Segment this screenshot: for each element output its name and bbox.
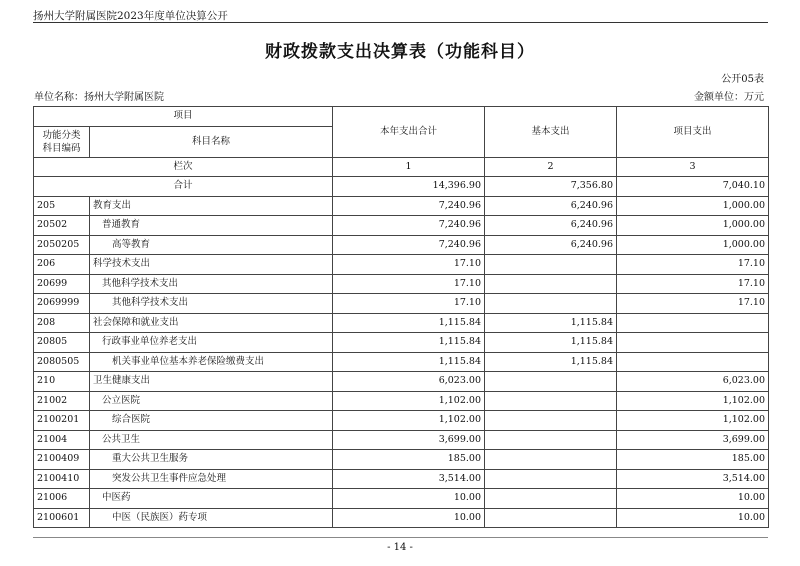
- cell-basic: [485, 469, 617, 489]
- report-header: 扬州大学附属医院2023年度单位决算公开: [33, 10, 228, 22]
- cell-name: 其他科学技术支出: [90, 274, 333, 294]
- cell-total: 1,102.00: [333, 391, 485, 411]
- header-divider: [33, 22, 768, 23]
- cell-name: 综合医院: [90, 411, 333, 431]
- total-amount: 14,396.90: [333, 177, 485, 197]
- cell-code: 20805: [34, 333, 90, 353]
- code-header: 功能分类 科目编码: [34, 126, 90, 157]
- cell-project: 1,000.00: [617, 235, 769, 255]
- cell-name: 普通教育: [90, 216, 333, 236]
- cell-basic: [485, 450, 617, 470]
- table-row: [34, 391, 769, 411]
- col-project-header: 项目支出: [617, 107, 769, 158]
- cell-total: 7,240.96: [333, 216, 485, 236]
- amount-unit: 金额单位：万元: [694, 92, 764, 103]
- table-row: [34, 216, 769, 236]
- cell-name: 中医药: [90, 489, 333, 509]
- cell-project: 10.00: [617, 508, 769, 528]
- cell-code: 205: [34, 196, 90, 216]
- cell-code: 206: [34, 255, 90, 275]
- cell-project: 3,699.00: [617, 430, 769, 450]
- cell-basic: [485, 489, 617, 509]
- table-row: [34, 235, 769, 255]
- cell-project: [617, 352, 769, 372]
- table-row: [34, 372, 769, 392]
- cell-total: 185.00: [333, 450, 485, 470]
- name-header: 科目名称: [90, 126, 333, 157]
- cell-total: 1,102.00: [333, 411, 485, 431]
- cell-code: 2069999: [34, 294, 90, 314]
- cell-total: 17.10: [333, 255, 485, 275]
- seq-cell: 1: [333, 157, 485, 177]
- cell-total: 6,023.00: [333, 372, 485, 392]
- cell-code: 2100601: [34, 508, 90, 528]
- cell-total: 7,240.96: [333, 196, 485, 216]
- cell-code: 21002: [34, 391, 90, 411]
- cell-code: 2100410: [34, 469, 90, 489]
- total-label: 合计: [34, 177, 333, 197]
- cell-basic: [485, 391, 617, 411]
- total-project: 7,040.10: [617, 177, 769, 197]
- cell-name: 机关事业单位基本养老保险缴费支出: [90, 352, 333, 372]
- table-row: [34, 411, 769, 431]
- cell-total: 17.10: [333, 274, 485, 294]
- cell-name: 公立医院: [90, 391, 333, 411]
- table-row: [34, 294, 769, 314]
- seq-label: 栏次: [34, 157, 333, 177]
- cell-name: 行政事业单位养老支出: [90, 333, 333, 353]
- seq-cell: 2: [485, 157, 617, 177]
- cell-project: 1,000.00: [617, 216, 769, 236]
- cell-basic: [485, 372, 617, 392]
- cell-name: 公共卫生: [90, 430, 333, 450]
- cell-code: 20699: [34, 274, 90, 294]
- cell-total: 10.00: [333, 508, 485, 528]
- cell-total: 1,115.84: [333, 352, 485, 372]
- form-number: 公开05表: [721, 74, 764, 85]
- cell-total: 7,240.96: [333, 235, 485, 255]
- cell-code: 2080505: [34, 352, 90, 372]
- cell-code: 208: [34, 313, 90, 333]
- cell-project: [617, 333, 769, 353]
- page-number: - 14 -: [387, 542, 413, 553]
- cell-project: 17.10: [617, 274, 769, 294]
- cell-name: 突发公共卫生事件应急处理: [90, 469, 333, 489]
- seq-row: [34, 157, 769, 177]
- cell-code: 2100409: [34, 450, 90, 470]
- cell-basic: 6,240.96: [485, 196, 617, 216]
- cell-project: 17.10: [617, 294, 769, 314]
- expenditure-table: [33, 106, 769, 528]
- col-basic-header: 基本支出: [485, 107, 617, 158]
- table-row: [34, 255, 769, 275]
- table-row: [34, 313, 769, 333]
- cell-total: 1,115.84: [333, 313, 485, 333]
- table-row: [34, 489, 769, 509]
- table-row: [34, 333, 769, 353]
- cell-project: 3,514.00: [617, 469, 769, 489]
- table-row: [34, 352, 769, 372]
- cell-name: 卫生健康支出: [90, 372, 333, 392]
- cell-project: [617, 313, 769, 333]
- cell-project: 6,023.00: [617, 372, 769, 392]
- cell-basic: [485, 508, 617, 528]
- cell-basic: [485, 274, 617, 294]
- cell-name: 社会保障和就业支出: [90, 313, 333, 333]
- table-row: [34, 430, 769, 450]
- cell-project: 1,000.00: [617, 196, 769, 216]
- cell-basic: 6,240.96: [485, 235, 617, 255]
- cell-name: 中医（民族医）药专项: [90, 508, 333, 528]
- cell-basic: 6,240.96: [485, 216, 617, 236]
- cell-name: 教育支出: [90, 196, 333, 216]
- cell-basic: 1,115.84: [485, 313, 617, 333]
- header-row-1: [34, 107, 769, 127]
- cell-code: 2050205: [34, 235, 90, 255]
- page-title: 财政拨款支出决算表（功能科目）: [265, 42, 535, 62]
- cell-total: 3,699.00: [333, 430, 485, 450]
- footer-divider: [33, 537, 768, 538]
- cell-total: 3,514.00: [333, 469, 485, 489]
- cell-basic: 1,115.84: [485, 333, 617, 353]
- cell-project: 10.00: [617, 489, 769, 509]
- cell-basic: [485, 294, 617, 314]
- unit-name: 单位名称：扬州大学附属医院: [34, 92, 164, 103]
- cell-project: 1,102.00: [617, 411, 769, 431]
- table-row: [34, 274, 769, 294]
- seq-cell: 3: [617, 157, 769, 177]
- cell-basic: 1,115.84: [485, 352, 617, 372]
- cell-name: 重大公共卫生服务: [90, 450, 333, 470]
- cell-code: 210: [34, 372, 90, 392]
- cell-total: 17.10: [333, 294, 485, 314]
- table-row: [34, 469, 769, 489]
- cell-name: 科学技术支出: [90, 255, 333, 275]
- col-total-header: 本年支出合计: [333, 107, 485, 158]
- cell-total: 1,115.84: [333, 333, 485, 353]
- cell-project: 185.00: [617, 450, 769, 470]
- cell-basic: [485, 411, 617, 431]
- cell-code: 20502: [34, 216, 90, 236]
- cell-name: 其他科学技术支出: [90, 294, 333, 314]
- cell-basic: [485, 255, 617, 275]
- table-row: [34, 196, 769, 216]
- cell-project: 1,102.00: [617, 391, 769, 411]
- cell-code: 21004: [34, 430, 90, 450]
- cell-project: 17.10: [617, 255, 769, 275]
- item-header: 项目: [34, 107, 333, 127]
- total-basic: 7,356.80: [485, 177, 617, 197]
- cell-name: 高等教育: [90, 235, 333, 255]
- table-row: [34, 450, 769, 470]
- table-row: [34, 508, 769, 528]
- cell-code: 2100201: [34, 411, 90, 431]
- cell-basic: [485, 430, 617, 450]
- cell-total: 10.00: [333, 489, 485, 509]
- total-row: [34, 177, 769, 197]
- cell-code: 21006: [34, 489, 90, 509]
